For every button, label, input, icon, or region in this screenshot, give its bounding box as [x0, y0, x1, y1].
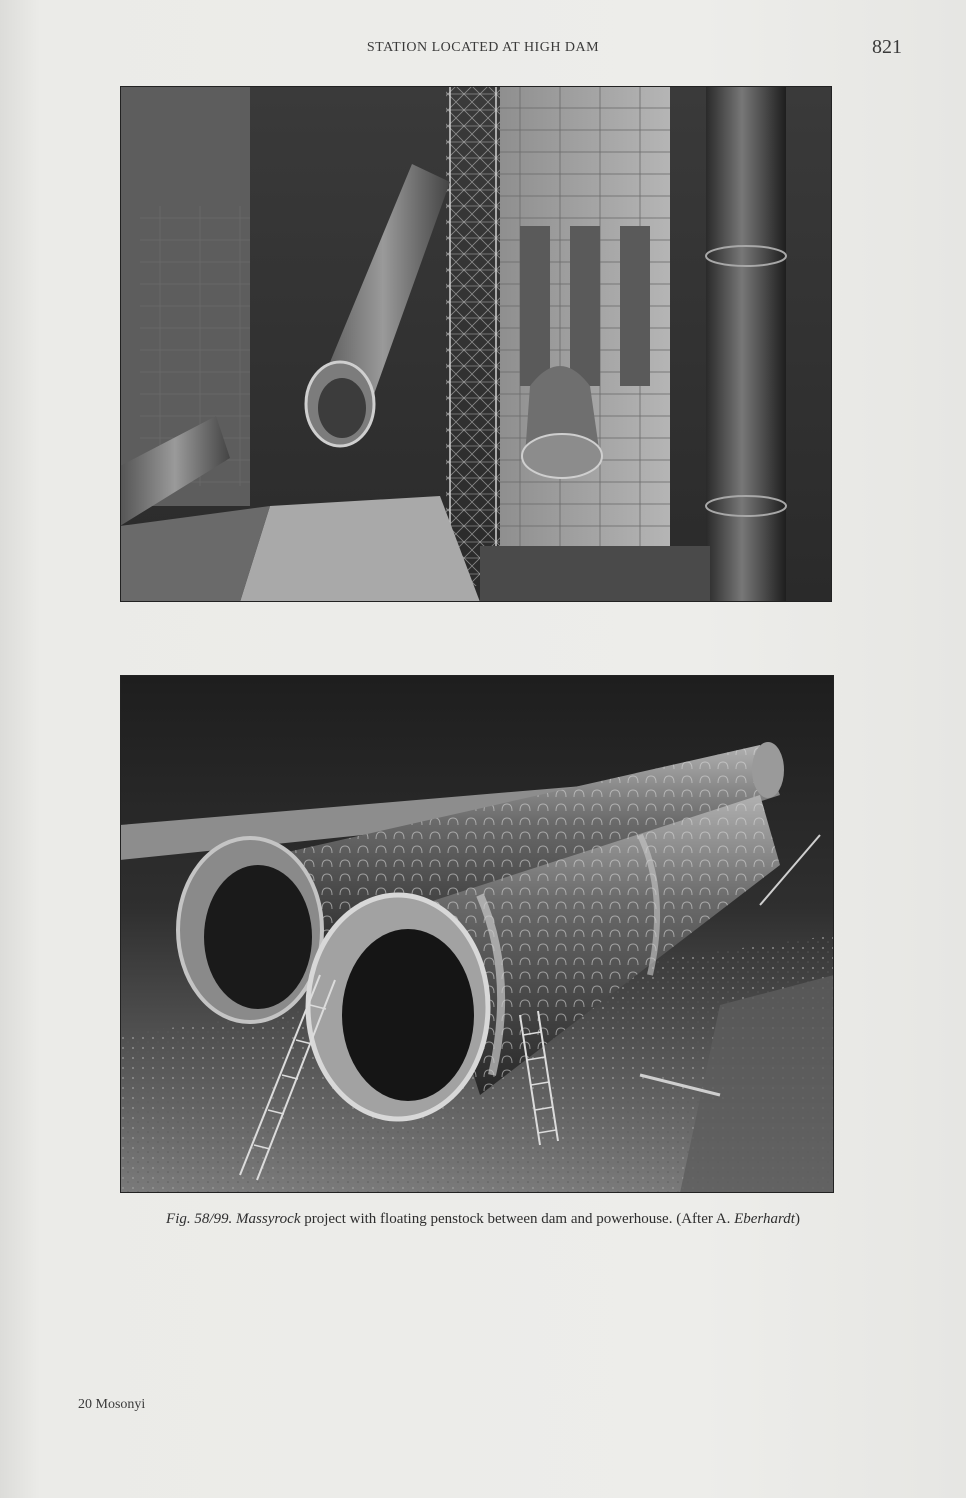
signature-mark: 20 Mosonyi [78, 1397, 146, 1412]
photo-penstock-sections [120, 675, 834, 1193]
caption-text: project with floating penstock between dam and powerhouse. (After A. [300, 1211, 735, 1227]
caption-end: ) [794, 1211, 800, 1227]
project-name: Massyrock [236, 1211, 301, 1227]
running-title: STATION LOCATED AT HIGH DAM [366, 40, 600, 55]
caption-author: Eberhardt [734, 1211, 795, 1227]
page-number: 821 [872, 36, 902, 58]
figure-label: Fig. 58/99. [166, 1211, 233, 1227]
figure-caption [50, 1208, 916, 1230]
photo-penstock-construction [120, 86, 832, 602]
